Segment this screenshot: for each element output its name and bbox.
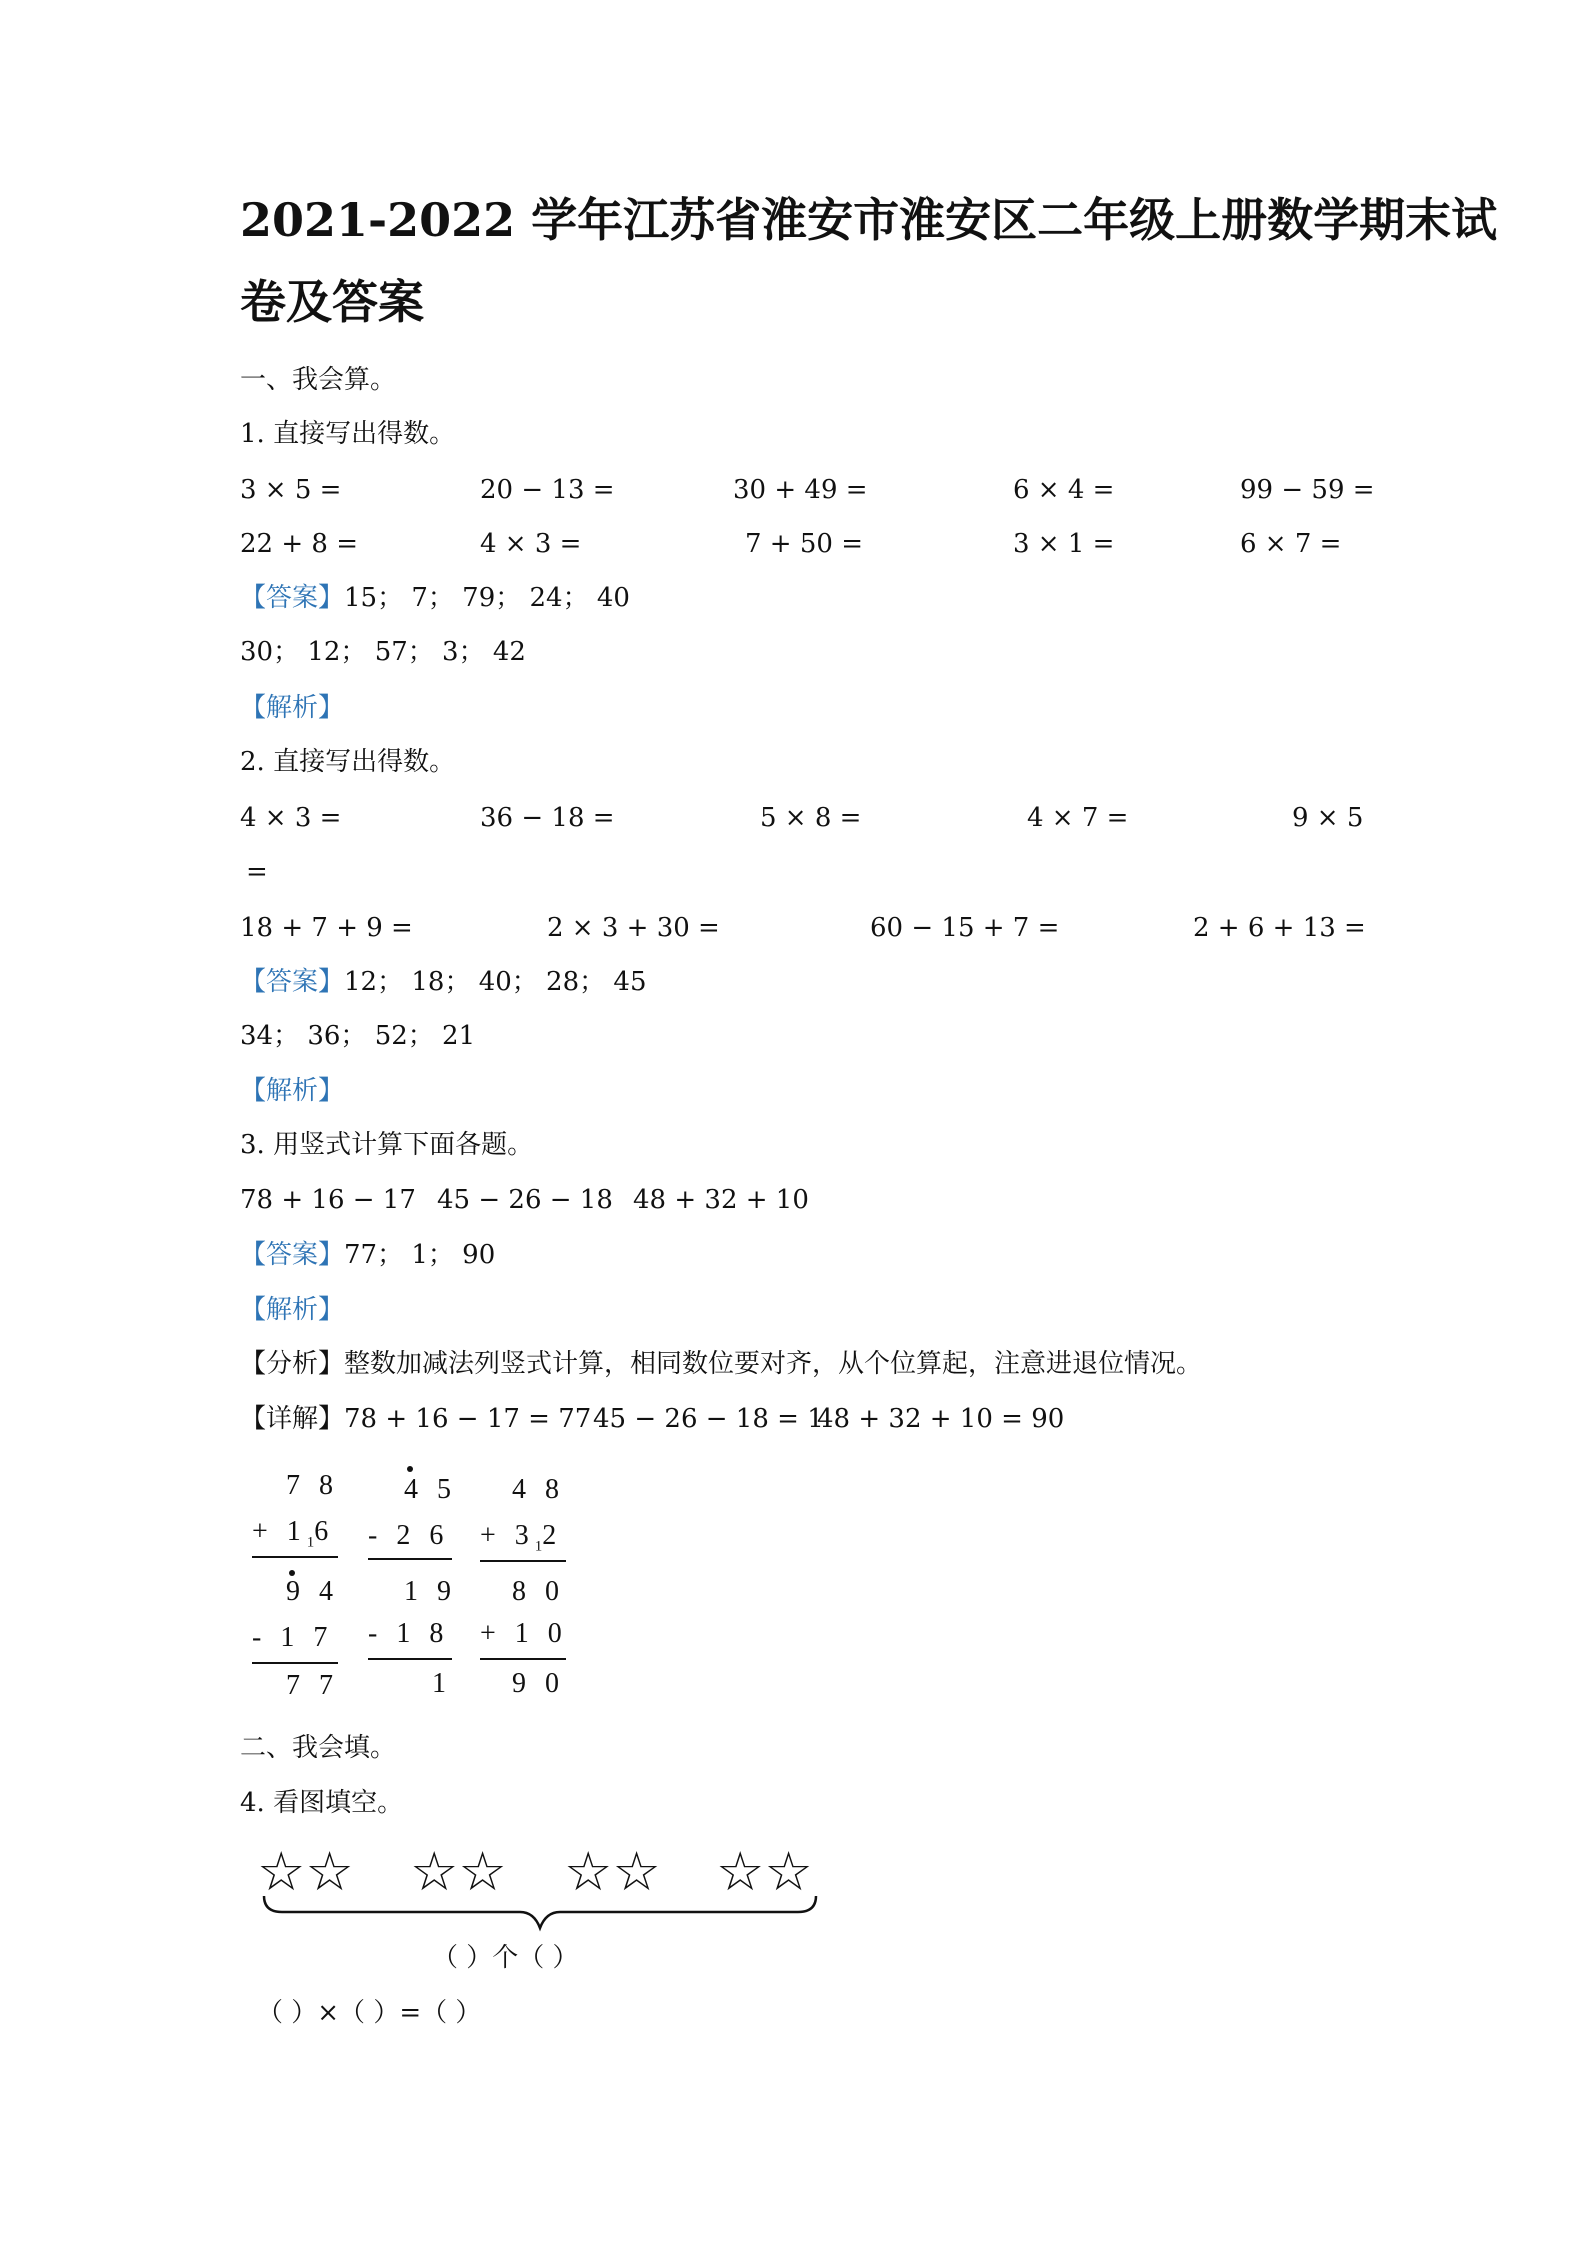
q1-r2-c2: 4 × 3 = (480, 529, 582, 559)
q2-r1-c1: 4 × 3 = (240, 803, 342, 833)
page-title-line1: 2021-2022 学年江苏省淮安市淮安区二年级上册数学期末试 (240, 193, 1498, 247)
calc-b-row4: - 1 8 (368, 1618, 450, 1649)
q3-answer-tag: 【答案】 (240, 1240, 345, 1270)
q2-r1-c3: 5 × 8 = (760, 803, 862, 833)
q1-answer-tag: 【答案】 (240, 583, 345, 613)
q3-xiangjie-eq1: 78 + 16 − 17 = 77 (344, 1404, 592, 1434)
star-icon: ☆ (612, 1840, 661, 1903)
calc-b-dot (407, 1466, 413, 1472)
calc-a-ones: 6 (314, 1516, 335, 1547)
calc-c-row5: 9 0 (512, 1668, 565, 1699)
star-group-3 (564, 1842, 661, 1902)
q2-answer-line1: 12； 18； 40； 28； 45 (344, 967, 647, 997)
calc-c-tens: 3 (514, 1520, 535, 1551)
q2-r1-c4: 4 × 7 = (1027, 803, 1129, 833)
star-icon: ☆ (716, 1840, 765, 1903)
q4-title: 4. 看图填空。 (240, 1788, 404, 1818)
page-title-line2: 卷及答案 (240, 275, 424, 329)
calc-a-row2 (252, 1516, 334, 1552)
q1-answer (240, 580, 630, 616)
calc-a-tens: 1 (286, 1516, 307, 1547)
calc-c-rule2 (480, 1658, 566, 1660)
q2-r2-c2: 2 × 3 + 30 = (547, 913, 720, 943)
q2-r1-c2: 36 − 18 = (480, 803, 615, 833)
section1-heading: 一、我会算。 (240, 365, 397, 395)
calc-a-rule2 (252, 1662, 338, 1664)
q3-fenxi-text: 整数加减法列竖式计算，相同数位要对齐，从个位算起，注意进退位情况。 (344, 1349, 1203, 1379)
q1-r1-c5: 99 − 59 = (1240, 475, 1375, 505)
calc-a-rule1 (252, 1556, 338, 1558)
calc-b-rule2 (368, 1658, 452, 1660)
star-icon: ☆ (410, 1840, 459, 1903)
q1-r1-c1: 3 × 5 = (240, 475, 342, 505)
q1-r2-c1: 22 + 8 = (240, 529, 358, 559)
q2-r1-wrap: = (246, 857, 268, 887)
q2-r2-c1: 18 + 7 + 9 = (240, 913, 413, 943)
calc-a-row5: 7 7 (286, 1670, 339, 1701)
brace-icon (262, 1894, 818, 1934)
q1-title: 1. 直接写出得数。 (240, 419, 456, 449)
q2-r1-c5: 9 × 5 (1292, 803, 1364, 833)
star-icon: ☆ (764, 1840, 813, 1903)
q2-answer-line2: 34； 36； 52； 21 (240, 1021, 476, 1051)
star-group-4 (716, 1842, 813, 1902)
star-group-2 (410, 1842, 507, 1902)
calc-c-carry: 1 (534, 1538, 543, 1555)
q3-xiangjie-eq3: 48 + 32 + 10 = 90 (817, 1404, 1065, 1434)
q1-answer-line2: 30； 12； 57； 3； 42 (240, 637, 526, 667)
q3-answer-text: 77； 1； 90 (344, 1240, 496, 1270)
q1-analysis-tag: 【解析】 (240, 693, 345, 723)
q3-xiangjie-eq2: 45 − 26 − 18 = 1 (593, 1404, 824, 1434)
q3-problem-2: 45 − 26 − 18 (437, 1185, 613, 1215)
star-icon: ☆ (458, 1840, 507, 1903)
calc-b-row1: 4 5 (404, 1474, 457, 1505)
star-group-1 (257, 1842, 354, 1902)
q3-title: 3. 用竖式计算下面各题。 (240, 1130, 534, 1160)
q1-r1-c2: 20 − 13 = (480, 475, 615, 505)
star-icon: ☆ (564, 1840, 613, 1903)
q2-r2-c4: 2 + 6 + 13 = (1193, 913, 1366, 943)
calc-c-rule1 (480, 1560, 566, 1562)
calc-a-op: + (252, 1516, 274, 1547)
q2-answer (240, 964, 647, 1000)
q1-r2-c4: 3 × 1 = (1013, 529, 1115, 559)
calc-a-row1: 7 8 (286, 1470, 339, 1501)
calc-a-row4: - 1 7 (252, 1622, 334, 1653)
q3-problem-1: 78 + 16 − 17 (240, 1185, 416, 1215)
q3-answer (240, 1237, 495, 1273)
calc-c-row2 (480, 1520, 562, 1556)
q1-r1-c3: 30 + 49 = (733, 475, 868, 505)
calc-a-row3: 9 4 (286, 1576, 339, 1607)
star-icon: ☆ (305, 1840, 354, 1903)
calc-c-row4: + 1 0 (480, 1618, 568, 1649)
section2-heading: 二、我会填。 (240, 1733, 397, 1763)
calc-b-row5: 1 (432, 1668, 452, 1699)
q2-answer-tag: 【答案】 (240, 967, 345, 997)
q3-problem-3: 48 + 32 + 10 (633, 1185, 809, 1215)
calc-c-op: + (480, 1520, 502, 1551)
q1-r2-c3: 7 + 50 = (745, 529, 863, 559)
calc-c-ones: 2 (542, 1520, 563, 1551)
q2-r2-c3: 60 − 15 + 7 = (870, 913, 1060, 943)
calc-b-row3: 1 9 (404, 1576, 457, 1607)
q1-r2-c5: 6 × 7 = (1240, 529, 1342, 559)
calc-b-row2: - 2 6 (368, 1520, 450, 1551)
q2-title: 2. 直接写出得数。 (240, 747, 456, 777)
q2-analysis-tag: 【解析】 (240, 1076, 345, 1106)
q4-equation: （ ）×（ ）=（ ） (257, 1998, 482, 2028)
q3-xiangjie (240, 1401, 591, 1437)
calc-b-rule1 (368, 1558, 452, 1560)
q1-answer-line1: 15； 7； 79； 24； 40 (344, 583, 630, 613)
brace-label: （ ）个（ ） (432, 1943, 579, 1973)
calc-c-row3: 8 0 (512, 1576, 565, 1607)
q3-fenxi-tag: 【分析】 (240, 1349, 345, 1379)
calc-c-row1: 4 8 (512, 1474, 565, 1505)
calc-a-carry: 1 (306, 1534, 315, 1551)
q3-analysis-tag: 【解析】 (240, 1295, 345, 1325)
star-icon: ☆ (257, 1840, 306, 1903)
q3-fenxi (240, 1346, 1202, 1382)
q3-xiangjie-tag: 【详解】 (240, 1404, 345, 1434)
q1-r1-c4: 6 × 4 = (1013, 475, 1115, 505)
